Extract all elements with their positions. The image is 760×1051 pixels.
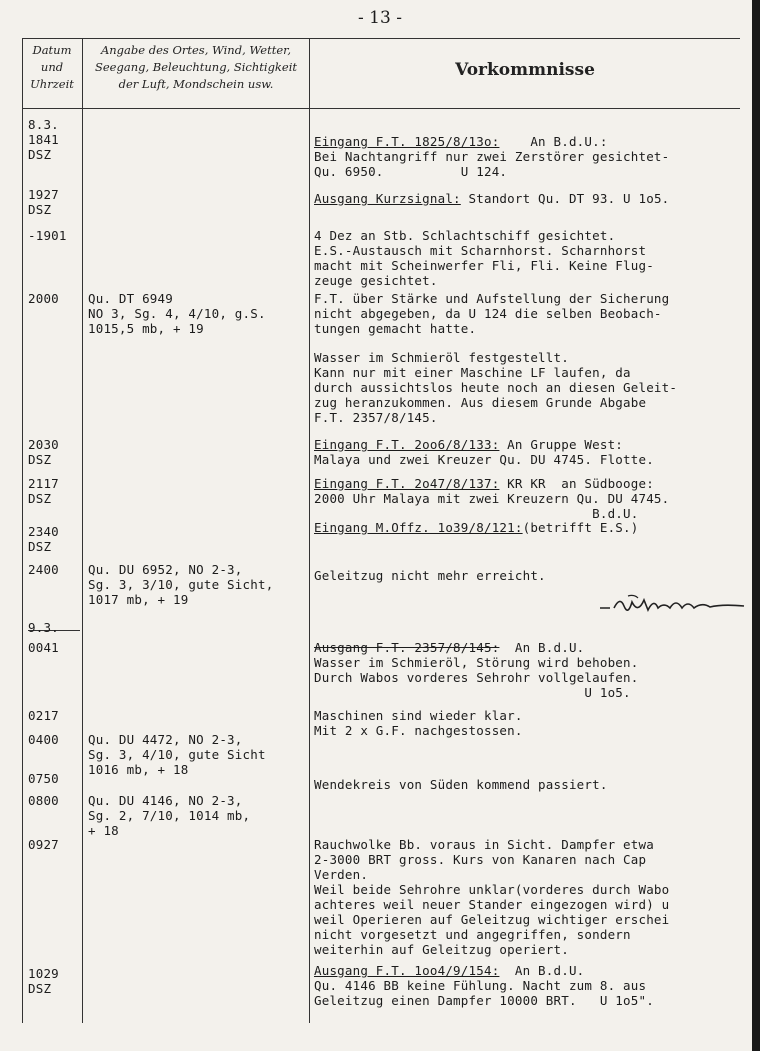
entry-event-heading: [314, 963, 584, 978]
entry-event-line: achteres weil neuer Stander eingezogen wird) u: [314, 897, 670, 912]
entry-time: 0927: [28, 837, 59, 852]
entry-event-line: F.T. 2357/8/145.: [314, 410, 438, 425]
entry-time: 1029: [28, 966, 59, 981]
entry-time: -1901: [28, 228, 67, 243]
entry-time: 0400: [28, 732, 59, 747]
header-bottom-rule: [22, 108, 740, 109]
entry-event-line: weil Operieren auf Geleitzug wichtiger erschei: [314, 912, 670, 927]
entry-event-heading: [314, 437, 623, 452]
signature-scribble-icon: [598, 592, 748, 618]
entry-event-line: Geleitzug einen Dampfer 10000 BRT. U 1o5".: [314, 993, 654, 1008]
entry-event-line: Wendekreis von Süden kommend passiert.: [314, 777, 608, 792]
entry-event-line: weiterhin auf Geleitzug operiert.: [314, 942, 569, 957]
table-border-left: [22, 38, 23, 1023]
entry-time: 9.3.: [28, 620, 59, 635]
message-recipient: KR KR an Südbooge:: [499, 476, 654, 491]
message-heading: Eingang F.T. 2o47/8/137:: [314, 476, 500, 491]
entry-place: 1017 mb, + 19: [88, 592, 189, 607]
header-line: und: [40, 60, 64, 74]
entry-time: 2030: [28, 437, 59, 452]
entry-place: Qu. DU 4472, NO 2-3,: [88, 732, 243, 747]
message-recipient: An Gruppe West:: [499, 437, 624, 452]
entry-place: 1016 mb, + 18: [88, 762, 189, 777]
message-heading: Ausgang Kurzsignal:: [314, 191, 461, 206]
entry-event-line: Geleitzug nicht mehr erreicht.: [314, 568, 546, 583]
entry-event-heading: [314, 476, 654, 491]
message-recipient: (betrifft E.S.): [522, 520, 639, 535]
entry-event-line: Durch Wabos vorderes Sehrohr vollgelaufen.: [314, 670, 639, 685]
entry-time: 0800: [28, 793, 59, 808]
column-divider-1: [82, 38, 83, 1023]
entry-event-line: Mit 2 x G.F. nachgestossen.: [314, 723, 523, 738]
entry-time: 2000: [28, 291, 59, 306]
message-recipient: An B.d.U.: [499, 963, 585, 978]
entry-event-heading: [314, 520, 638, 535]
entry-time: 0217: [28, 708, 59, 723]
entry-place: + 18: [88, 823, 119, 838]
message-recipient: Standort Qu. DT 93. U 1o5.: [460, 191, 670, 206]
message-recipient: An B.d.U.:: [499, 134, 608, 149]
entry-event-line: Wasser im Schmieröl festgestellt.: [314, 350, 569, 365]
entry-place: 1015,5 mb, + 19: [88, 321, 204, 336]
entry-time: DSZ: [28, 981, 52, 996]
entry-time: 1927: [28, 187, 59, 202]
entry-time: 0750: [28, 771, 59, 786]
header-line: Seegang, Beleuchtung, Sichtigkeit: [94, 60, 298, 74]
entry-event-line: Verden.: [314, 867, 369, 882]
entry-event-line: Weil beide Sehrohre unklar(vorderes durch Wabo: [314, 882, 670, 897]
message-heading: Eingang F.T. 2oo6/8/133:: [314, 437, 500, 452]
entry-event-line: zug heranzukommen. Aus diesem Grunde Abgabe: [314, 395, 647, 410]
entry-place: Sg. 2, 7/10, 1014 mb,: [88, 808, 251, 823]
header-events-column: Vorkommnisse: [455, 60, 595, 80]
page-number: - 13 -: [358, 8, 402, 28]
page-edge: [752, 0, 760, 1051]
entry-event-line: Qu. 4146 BB keine Fühlung. Nacht zum 8. aus: [314, 978, 647, 993]
header-line: Uhrzeit: [30, 77, 74, 91]
header-line: der Luft, Mondschein usw.: [118, 77, 274, 91]
message-heading: Ausgang F.T. 1oo4/9/154:: [314, 963, 500, 978]
header-line: Angabe des Ortes, Wind, Wetter,: [100, 43, 292, 57]
entry-event-heading: [314, 640, 584, 655]
entry-place: Qu. DU 6952, NO 2-3,: [88, 562, 243, 577]
entry-time: 1841: [28, 132, 59, 147]
signature: [598, 592, 748, 618]
entry-place: Qu. DT 6949: [88, 291, 173, 306]
entry-time: 2340: [28, 524, 59, 539]
header-place-column: [84, 42, 308, 93]
entry-event-heading: [314, 191, 669, 206]
entry-time: DSZ: [28, 452, 52, 467]
message-heading: Eingang M.Offz. 1o39/8/121:: [314, 520, 523, 535]
entry-event-line: durch aussichtslos heute noch an diesen Geleit-: [314, 380, 678, 395]
entry-event-line: tungen gemacht hatte.: [314, 321, 477, 336]
entry-event-line: zeuge gesichtet.: [314, 273, 438, 288]
entry-event-line: 2-3000 BRT gross. Kurs von Kanaren nach Cap: [314, 852, 647, 867]
header-top-rule: [22, 38, 740, 39]
entry-place: Sg. 3, 3/10, gute Sicht,: [88, 577, 274, 592]
entry-event-line: Kann nur mit einer Maschine LF laufen, da: [314, 365, 631, 380]
entry-event-line: macht mit Scheinwerfer Fli, Fli. Keine Flug-: [314, 258, 654, 273]
entry-time: DSZ: [28, 491, 52, 506]
entry-time: 8.3.: [28, 117, 59, 132]
entry-time: DSZ: [28, 147, 52, 162]
entry-event-line: nicht vorgesetzt und angegriffen, sondern: [314, 927, 631, 942]
entry-event-line: 2000 Uhr Malaya mit zwei Kreuzern Qu. DU 4745.: [314, 491, 670, 506]
entry-event-line: nicht abgegeben, da U 124 die selben Beobach-: [314, 306, 662, 321]
entry-event-line: Rauchwolke Bb. voraus in Sicht. Dampfer etwa: [314, 837, 654, 852]
entry-event-line: B.d.U.: [314, 506, 639, 521]
entry-event-line: Wasser im Schmieröl, Störung wird behoben.: [314, 655, 639, 670]
header-line: Datum: [32, 43, 72, 57]
entry-event-line: F.T. über Stärke und Aufstellung der Sicherung: [314, 291, 670, 306]
entry-time: 2400: [28, 562, 59, 577]
entry-event-line: U 1o5.: [314, 685, 631, 700]
entry-place: NO 3, Sg. 4, 4/10, g.S.: [88, 306, 266, 321]
entry-time: DSZ: [28, 539, 52, 554]
entry-event-line: Bei Nachtangriff nur zwei Zerstörer gesichtet-: [314, 149, 670, 164]
message-heading: Eingang F.T. 1825/8/13o:: [314, 134, 500, 149]
entry-time: 0041: [28, 640, 59, 655]
entry-place: Qu. DU 4146, NO 2-3,: [88, 793, 243, 808]
header-date-column: [22, 42, 82, 93]
entry-event-line: Qu. 6950. U 124.: [314, 164, 508, 179]
entry-place: Sg. 3, 4/10, gute Sicht: [88, 747, 266, 762]
entry-event-line: 4 Dez an Stb. Schlachtschiff gesichtet.: [314, 228, 616, 243]
entry-event-heading: [314, 134, 608, 149]
message-recipient: An B.d.U.: [499, 640, 585, 655]
column-divider-2: [309, 38, 310, 1023]
entry-time: DSZ: [28, 202, 52, 217]
struck-heading: Ausgang F.T. 2357/8/145:: [314, 640, 500, 655]
entry-event-line: E.S.-Austausch mit Scharnhorst. Scharnhorst: [314, 243, 647, 258]
entry-event-line: Maschinen sind wieder klar.: [314, 708, 523, 723]
entry-event-line: Malaya und zwei Kreuzer Qu. DU 4745. Flotte.: [314, 452, 654, 467]
entry-time: 2117: [28, 476, 59, 491]
